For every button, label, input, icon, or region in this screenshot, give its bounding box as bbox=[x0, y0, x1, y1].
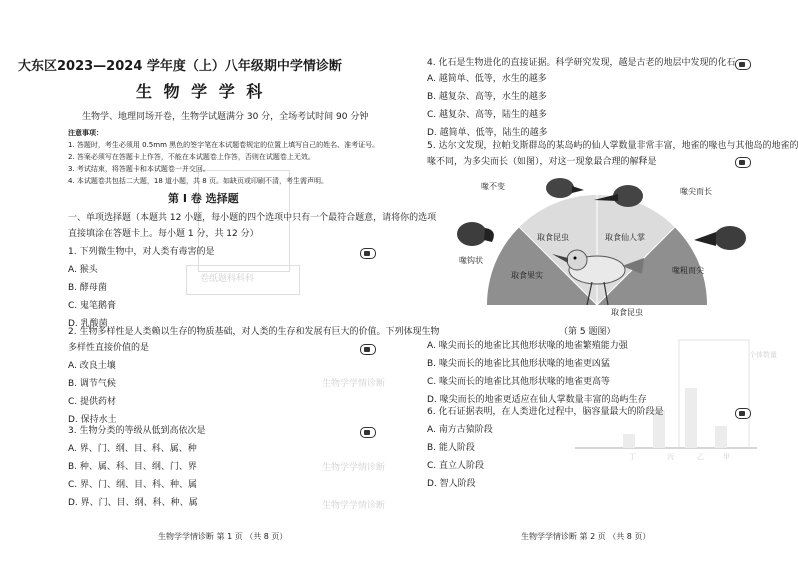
section-description: 一、单项选择题（本题共 12 小题，每小题的四个选项中只有一个最符合题意，请将你的选项 bbox=[68, 213, 437, 223]
question-3-option-a[interactable]: A. 界、门、纲、目、科、属、种 bbox=[68, 444, 197, 454]
label-eat-insects: 取食昆虫 bbox=[537, 233, 569, 242]
question-5-option-b[interactable]: B. 喙尖而长的地雀比其他形状喙的地雀更凶猛 bbox=[427, 359, 610, 369]
label-beak-thick-pointed: 喙粗而尖 bbox=[672, 266, 704, 275]
exam-title: 大东区2023—2024 学年度（上）八年级期中学情诊断 bbox=[18, 59, 342, 74]
bleed-through-text: 生物学学情诊断 bbox=[322, 501, 386, 511]
bleed-through-text: 甲 bbox=[723, 453, 730, 461]
question-6-option-a[interactable]: A. 南方古猿阶段 bbox=[427, 425, 493, 435]
question-3-stem: 3. 生物分类的等级从低到高依次是 bbox=[68, 426, 206, 436]
question-1-option-c[interactable]: C. 鬼笔鹅膏 bbox=[68, 301, 117, 311]
figure-caption: （第 5 题图） bbox=[559, 327, 616, 337]
question-badge-icon bbox=[360, 344, 376, 355]
question-3-option-d[interactable]: D. 界、门、目、纲、科、种、属 bbox=[68, 498, 198, 508]
question-1-option-a[interactable]: A. 猴头 bbox=[68, 265, 98, 275]
bleed-through-text: 生物学学情诊断 bbox=[322, 463, 386, 473]
question-badge-icon bbox=[735, 59, 751, 70]
label-eat-fruit: 取食果实 bbox=[511, 271, 543, 280]
question-6-option-d[interactable]: D. 智人阶段 bbox=[427, 479, 476, 489]
question-2-stem-cont: 多样性直接价值的是 bbox=[68, 343, 150, 353]
question-2-option-d[interactable]: D. 保持水土 bbox=[68, 415, 117, 425]
bleed-through-text: 个体数量 bbox=[749, 351, 777, 359]
bleed-through-text: 丁 bbox=[629, 453, 636, 461]
bleed-through-text: 乙 bbox=[697, 453, 704, 461]
bleed-through-chart bbox=[567, 340, 767, 465]
question-1-stem: 1. 下列微生物中，对人类有毒害的是 bbox=[68, 247, 215, 257]
question-1-option-d[interactable]: D. 乳酸菌 bbox=[68, 319, 108, 329]
question-4-option-d[interactable]: D. 越简单、低等，陆生的越多 bbox=[427, 128, 548, 138]
question-3-option-c[interactable]: C. 界、门、纲、目、科、种、属 bbox=[68, 480, 198, 490]
question-4-option-c[interactable]: C. 越复杂、高等，陆生的越多 bbox=[427, 110, 548, 120]
question-badge-icon bbox=[360, 248, 376, 259]
label-beak-hooked: 喙钩状 bbox=[459, 256, 483, 265]
bleed-through-text: 生物学学情诊断 bbox=[322, 379, 386, 389]
exam-intro: 生物学、地理同场开卷，生物学试题满分 30 分，全场考试时间 90 分钟 bbox=[82, 112, 369, 122]
note-item: 2. 答案必须写在答题卡上作答，不能在本试题卷上作答，否则在试题卷上无效。 bbox=[68, 153, 315, 161]
question-4-option-a[interactable]: A. 越简单、低等，水生的越多 bbox=[427, 74, 547, 84]
question-2-option-c[interactable]: C. 提供药材 bbox=[68, 397, 117, 407]
finch-head-hooked-icon bbox=[457, 222, 494, 246]
note-item: 3. 考试结束，将答题卡和本试题卷一并交回。 bbox=[68, 165, 210, 173]
label-eat-cactus: 取食仙人掌 bbox=[605, 233, 645, 242]
bleed-through-text: 丙 bbox=[667, 453, 674, 461]
question-5-stem-cont: 喙不同，为多尖而长（如图），对这一现象最合理的解释是 bbox=[427, 157, 657, 167]
question-6-stem: 6. 化石证据表明，在人类进化过程中，脑容量最大的阶段是 bbox=[427, 407, 664, 417]
question-5-option-d[interactable]: D. 喙尖而长的地雀更适应在仙人掌数量丰富的岛屿生存 bbox=[427, 395, 647, 405]
label-beak-unchanged: 喙不变 bbox=[481, 182, 505, 191]
section-description: 直接填涂在答题卡上。每小题 1 分，共 12 分） bbox=[68, 229, 259, 239]
question-6-option-c[interactable]: C. 直立人阶段 bbox=[427, 461, 485, 471]
exam-page-2 bbox=[397, 0, 798, 562]
label-beak-pointed-long: 喙尖而长 bbox=[680, 187, 712, 196]
notes-title: 注意事项： bbox=[68, 129, 103, 137]
section-title: 第 Ⅰ 卷 选择题 bbox=[168, 192, 239, 205]
question-badge-icon bbox=[735, 408, 751, 419]
question-2-option-b[interactable]: B. 调节气候 bbox=[68, 379, 116, 389]
page-footer: 生物学学情诊断 第 1 页 （共 8 页） bbox=[158, 532, 288, 541]
question-5-option-c[interactable]: C. 喙尖而长的地雀比其他形状喙的地雀更高等 bbox=[427, 377, 611, 387]
label-eat-insects-bottom: 取食昆虫 bbox=[611, 308, 643, 317]
question-3-option-b[interactable]: B. 种、属、科、目、纲、门、界 bbox=[68, 462, 197, 472]
question-2-stem: 2. 生物多样性是人类赖以生存的物质基础，对人类的生存和发展有巨大的价值。下列体现生物 bbox=[68, 327, 440, 337]
question-2-option-a[interactable]: A. 改良土壤 bbox=[68, 361, 116, 371]
question-1-option-b[interactable]: B. 酵母菌 bbox=[68, 283, 107, 293]
question-5-stem: 5. 达尔文发现，拉帕戈斯群岛的某岛屿的仙人掌数量非常丰富，地雀的喙也与其他岛的地雀的 bbox=[427, 141, 798, 151]
note-item: 4. 本试题卷共包括二大题，18 道小题，共 8 页。如缺页或印刷不清，考生需声明。 bbox=[68, 177, 328, 185]
note-item: 1. 答题时，考生必须用 0.5mm 黑色的签字笔在本试题卷规定的位置上填写自己的姓名、准考证号。 bbox=[68, 141, 380, 149]
finch-head-unchanged-icon bbox=[546, 178, 584, 198]
question-6-option-b[interactable]: B. 能人阶段 bbox=[427, 443, 475, 453]
bleed-through-text: 卷纸题科科科 bbox=[200, 274, 255, 284]
page-footer: 生物学学情诊断 第 2 页 （共 8 页） bbox=[521, 532, 651, 541]
subject-title: 生 物 学 学 科 bbox=[136, 82, 266, 101]
question-badge-icon bbox=[735, 157, 751, 168]
question-badge-icon bbox=[360, 427, 376, 438]
question-4-option-b[interactable]: B. 越复杂、高等，水生的越多 bbox=[427, 92, 547, 102]
question-4-stem: 4. 化石是生物进化的直接证据。科学研究发现，越是古老的地层中发现的化石 bbox=[427, 58, 736, 68]
finch-beak-figure bbox=[432, 170, 762, 318]
finch-head-thick-pointed-icon bbox=[694, 226, 746, 250]
question-5-option-a[interactable]: A. 喙尖而长的地雀比其他形状喙的地雀繁殖能力强 bbox=[427, 341, 628, 351]
